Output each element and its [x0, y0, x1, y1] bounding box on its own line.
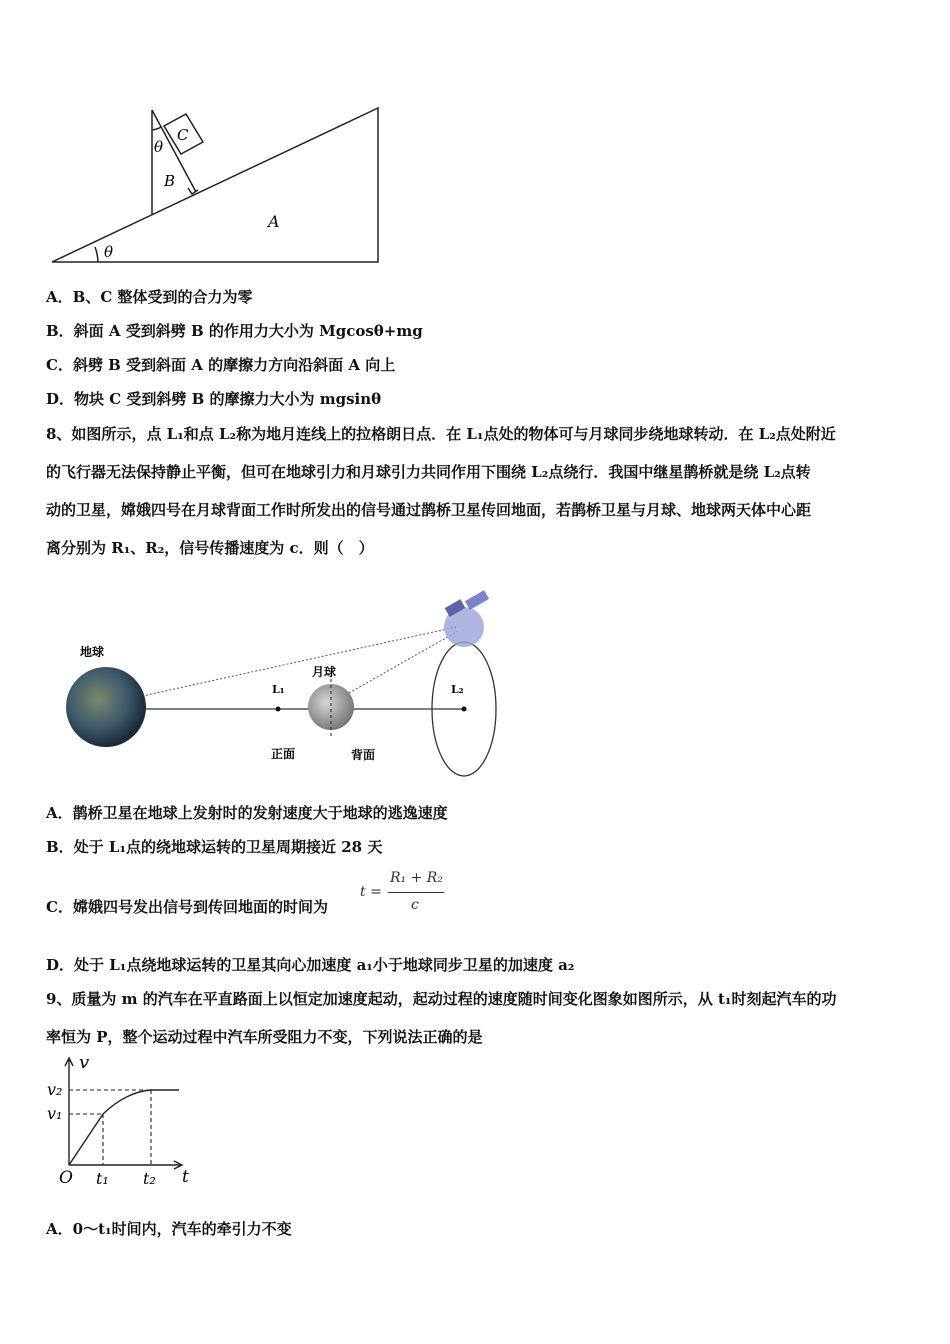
t2-label: t₂ — [143, 1169, 156, 1188]
vt-curve-rise — [103, 1090, 151, 1114]
earth-label: 地球 — [80, 645, 105, 659]
l1-label: L₁ — [272, 683, 285, 696]
earth — [66, 667, 146, 747]
vt-curve — [69, 1114, 103, 1165]
lagrange-figure — [46, 585, 516, 785]
q8-stem — [46, 415, 908, 567]
formula-numerator: R₁ + R₂ — [390, 870, 443, 886]
label-theta-top: θ — [154, 138, 164, 156]
q8-option-d: D．处于 L₁点绕地球运转的卫星其向心加速度 a₁小于地球同步卫星的加速度 a₂ — [46, 956, 575, 974]
moon-label: 月球 — [312, 665, 337, 679]
v-axis-label: v — [79, 1052, 90, 1073]
incline-a — [52, 108, 378, 262]
q9-option-a: A．0～t₁时间内，汽车的牵引力不变 — [46, 1220, 292, 1238]
q8-option-c: C．嫦娥四号发出信号到传回地面的时间为 — [46, 898, 328, 916]
q8-stem-line4: 离分别为 R₁、R₂，信号传播速度为 c．则（ ） — [46, 539, 374, 557]
l2-label: L₂ — [451, 683, 464, 696]
q7-option-b: B．斜面 A 受到斜劈 B 的作用力大小为 Mgcosθ+mg — [46, 322, 423, 340]
v2-label: v₂ — [47, 1080, 63, 1099]
q8-option-a: A．鹊桥卫星在地球上发射时的发射速度大于地球的逃逸速度 — [46, 804, 448, 822]
back-label: 背面 — [351, 748, 376, 762]
q7-option-d: D．物块 C 受到斜劈 B 的摩擦力大小为 mgsinθ — [46, 390, 382, 408]
label-theta-bottom: θ — [104, 243, 114, 261]
angle-arc-bottom — [95, 247, 98, 262]
l1-point — [276, 707, 281, 712]
l2-point — [462, 707, 467, 712]
relay-satellite — [444, 590, 489, 647]
q7-option-c: C．斜劈 B 受到斜面 A 的摩擦力方向沿斜面 A 向上 — [46, 356, 396, 374]
v1-label: v₁ — [47, 1104, 63, 1123]
formula-lhs: t = — [360, 884, 382, 900]
label-b: B — [164, 172, 176, 190]
incline-figure — [46, 100, 386, 270]
q7-option-a: A．B、C 整体受到的合力为零 — [46, 288, 253, 306]
q9-stem-line2: 率恒为 P，整个运动过程中汽车所受阻力不变，下列说法正确的是 — [46, 1028, 483, 1046]
label-a: A — [268, 212, 280, 231]
label-c: C — [177, 126, 189, 144]
front-label: 正面 — [271, 747, 296, 761]
q8-stem-line2: 的飞行器无法保持静止平衡，但可在地球引力和月球引力共同作用下围绕 L₂点绕行．我国中继星鹊桥就是绕 L₂点转 — [46, 463, 811, 481]
q8-option-b: B．处于 L₁点的绕地球运转的卫星周期接近 28 天 — [46, 838, 383, 856]
formula-bar — [388, 892, 444, 893]
angle-arc-top — [152, 127, 161, 130]
signal-line-earth — [138, 627, 456, 697]
vt-graph — [46, 1050, 206, 1190]
q8-stem-line3: 动的卫星，嫦娥四号在月球背面工作时所发出的信号通过鹊桥卫星传回地面，若鹊桥卫星与月球、地球两天体中心距 — [46, 501, 812, 519]
q8-stem-line1: 8、如图所示，点 L₁和点 L₂称为地月连线上的拉格朗日点．在 L₁点处的物体可与月球同步绕地球转动．在 L₂点处附近 — [46, 425, 836, 443]
formula-denominator: c — [411, 897, 419, 913]
t-axis-label: t — [182, 1167, 189, 1187]
t1-label: t₁ — [96, 1169, 109, 1188]
q9-stem-line1: 9、质量为 m 的汽车在平直路面上以恒定加速度起动，起动过程的速度随时间变化图象如图所示，从 t₁时刻起汽车的功 — [46, 990, 837, 1008]
origin-label: O — [59, 1168, 73, 1188]
q9-stem — [46, 980, 908, 1056]
